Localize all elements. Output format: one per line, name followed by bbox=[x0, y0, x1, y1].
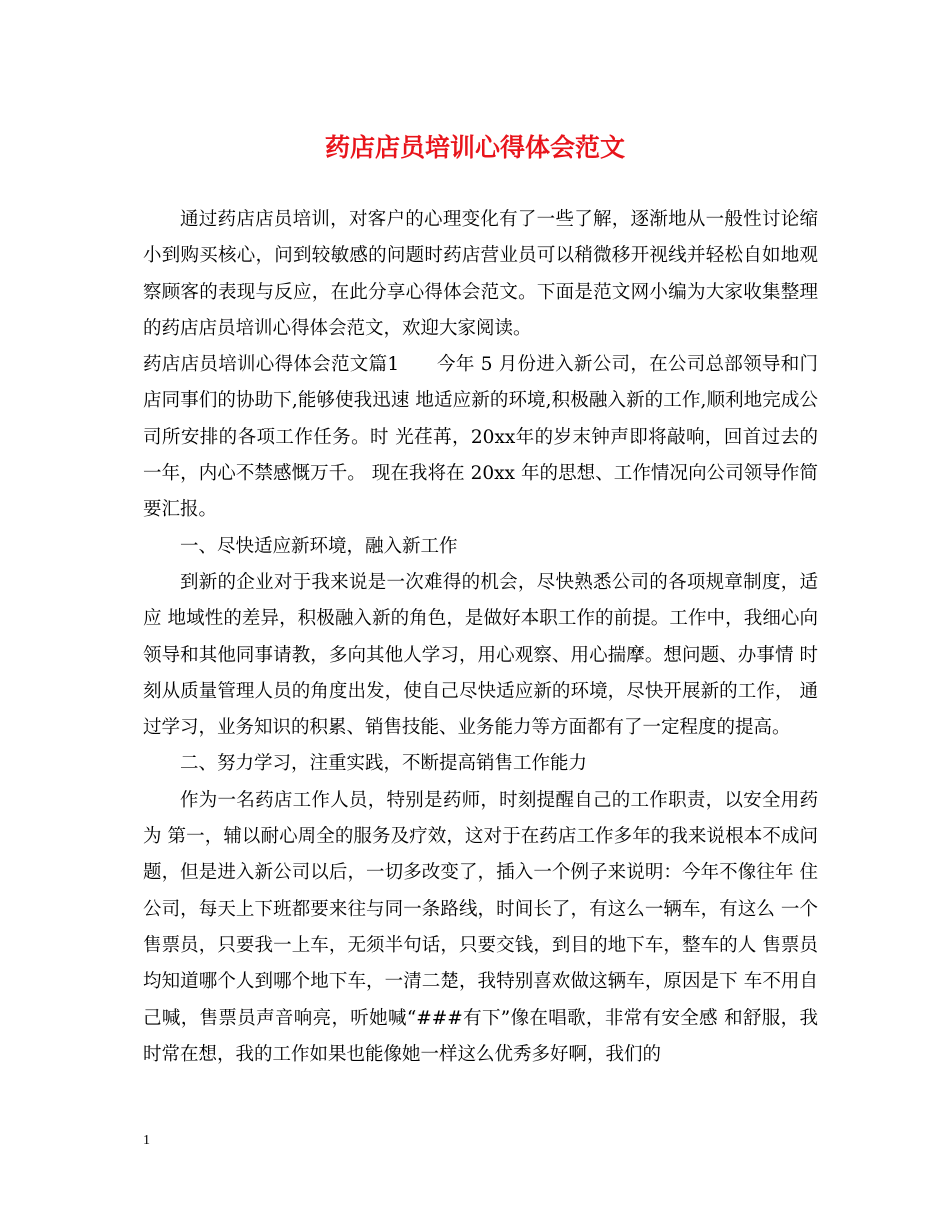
section-2-paragraph: 作为一名药店工作人员，特别是药师，时刻提醒自己的工作职责，以安全用药为 第一，辅以耐心周全的服务及疗效，这对于在药店工作多年的我来说根本不成问 题，但是进入新公司以后，一切多改变了，插入一个例子来说明：今年不像往年 住公司，每天上下班都要来往与同一条路线，时间长了，有这么一辆车，有这么 一个售票员，只要我一上车，无须半句话，只要交钱，到目的地下车，整车的人 售票员均知道哪个人到哪个地下车，一清二楚，我特别喜欢做这辆车，原因是下 车不用自己喊，售票员声音响亮，听她喊“###有下”像在唱歌，非常有安全感 和舒服，我时常在想，我的工作如果也能像她一样这么优秀多好啊，我们的 bbox=[143, 789, 818, 1065]
document-body bbox=[143, 202, 818, 1073]
section-1-paragraph: 到新的企业对于我来说是一次难得的机会，尽快熟悉公司的各项规章制度，适应 地域性的差异，积极融入新的角色，是做好本职工作的前提。工作中，我细心向 领导和其他同事请教，多向其他人学习，用心观察、用心揣摩。想问题、办事情 时刻从质量管理人员的角度出发，使自己尽快适应新的环境，尽快开展新的工作， 通过学习，业务知识的积累、销售技能、业务能力等方面都有了一定程度的提高。 bbox=[143, 571, 818, 739]
page-number: 1 bbox=[143, 1133, 150, 1148]
section-1-heading: 一、尽快适应新环境，融入新工作 bbox=[180, 535, 458, 557]
article-1-paragraph: 药店店员培训心得体会范文篇1 今年 5 月份进入新公司，在公司总部领导和门店同事们的协助下,能够使我迅速 地适应新的环境,积极融入新的工作,顺利地完成公司所安排的各项工作任务。时 光荏苒，20xx年的岁末钟声即将敲响，回首过去的一年，内心不禁感慨万千。 现在我将在 20xx 年的思想、工作情况向公司领导作简要汇报。 bbox=[143, 354, 818, 521]
intro-paragraph: 通过药店店员培训，对客户的心理变化有了一些了解，逐渐地从一般性讨论缩小到购买核心，问到较敏感的问题时药店营业员可以稍微移开视线并轻松自如地观察顾客的表现与反应，在此分享心得体会范文。下面是范文网小编为大家收集整理的药店店员培训心得体会范文，欢迎大家阅读。 bbox=[143, 209, 818, 339]
page-title: 药店店员培训心得体会范文 bbox=[324, 133, 625, 162]
section-2-heading: 二、努力学习，注重实践，不断提高销售工作能力 bbox=[180, 753, 588, 775]
